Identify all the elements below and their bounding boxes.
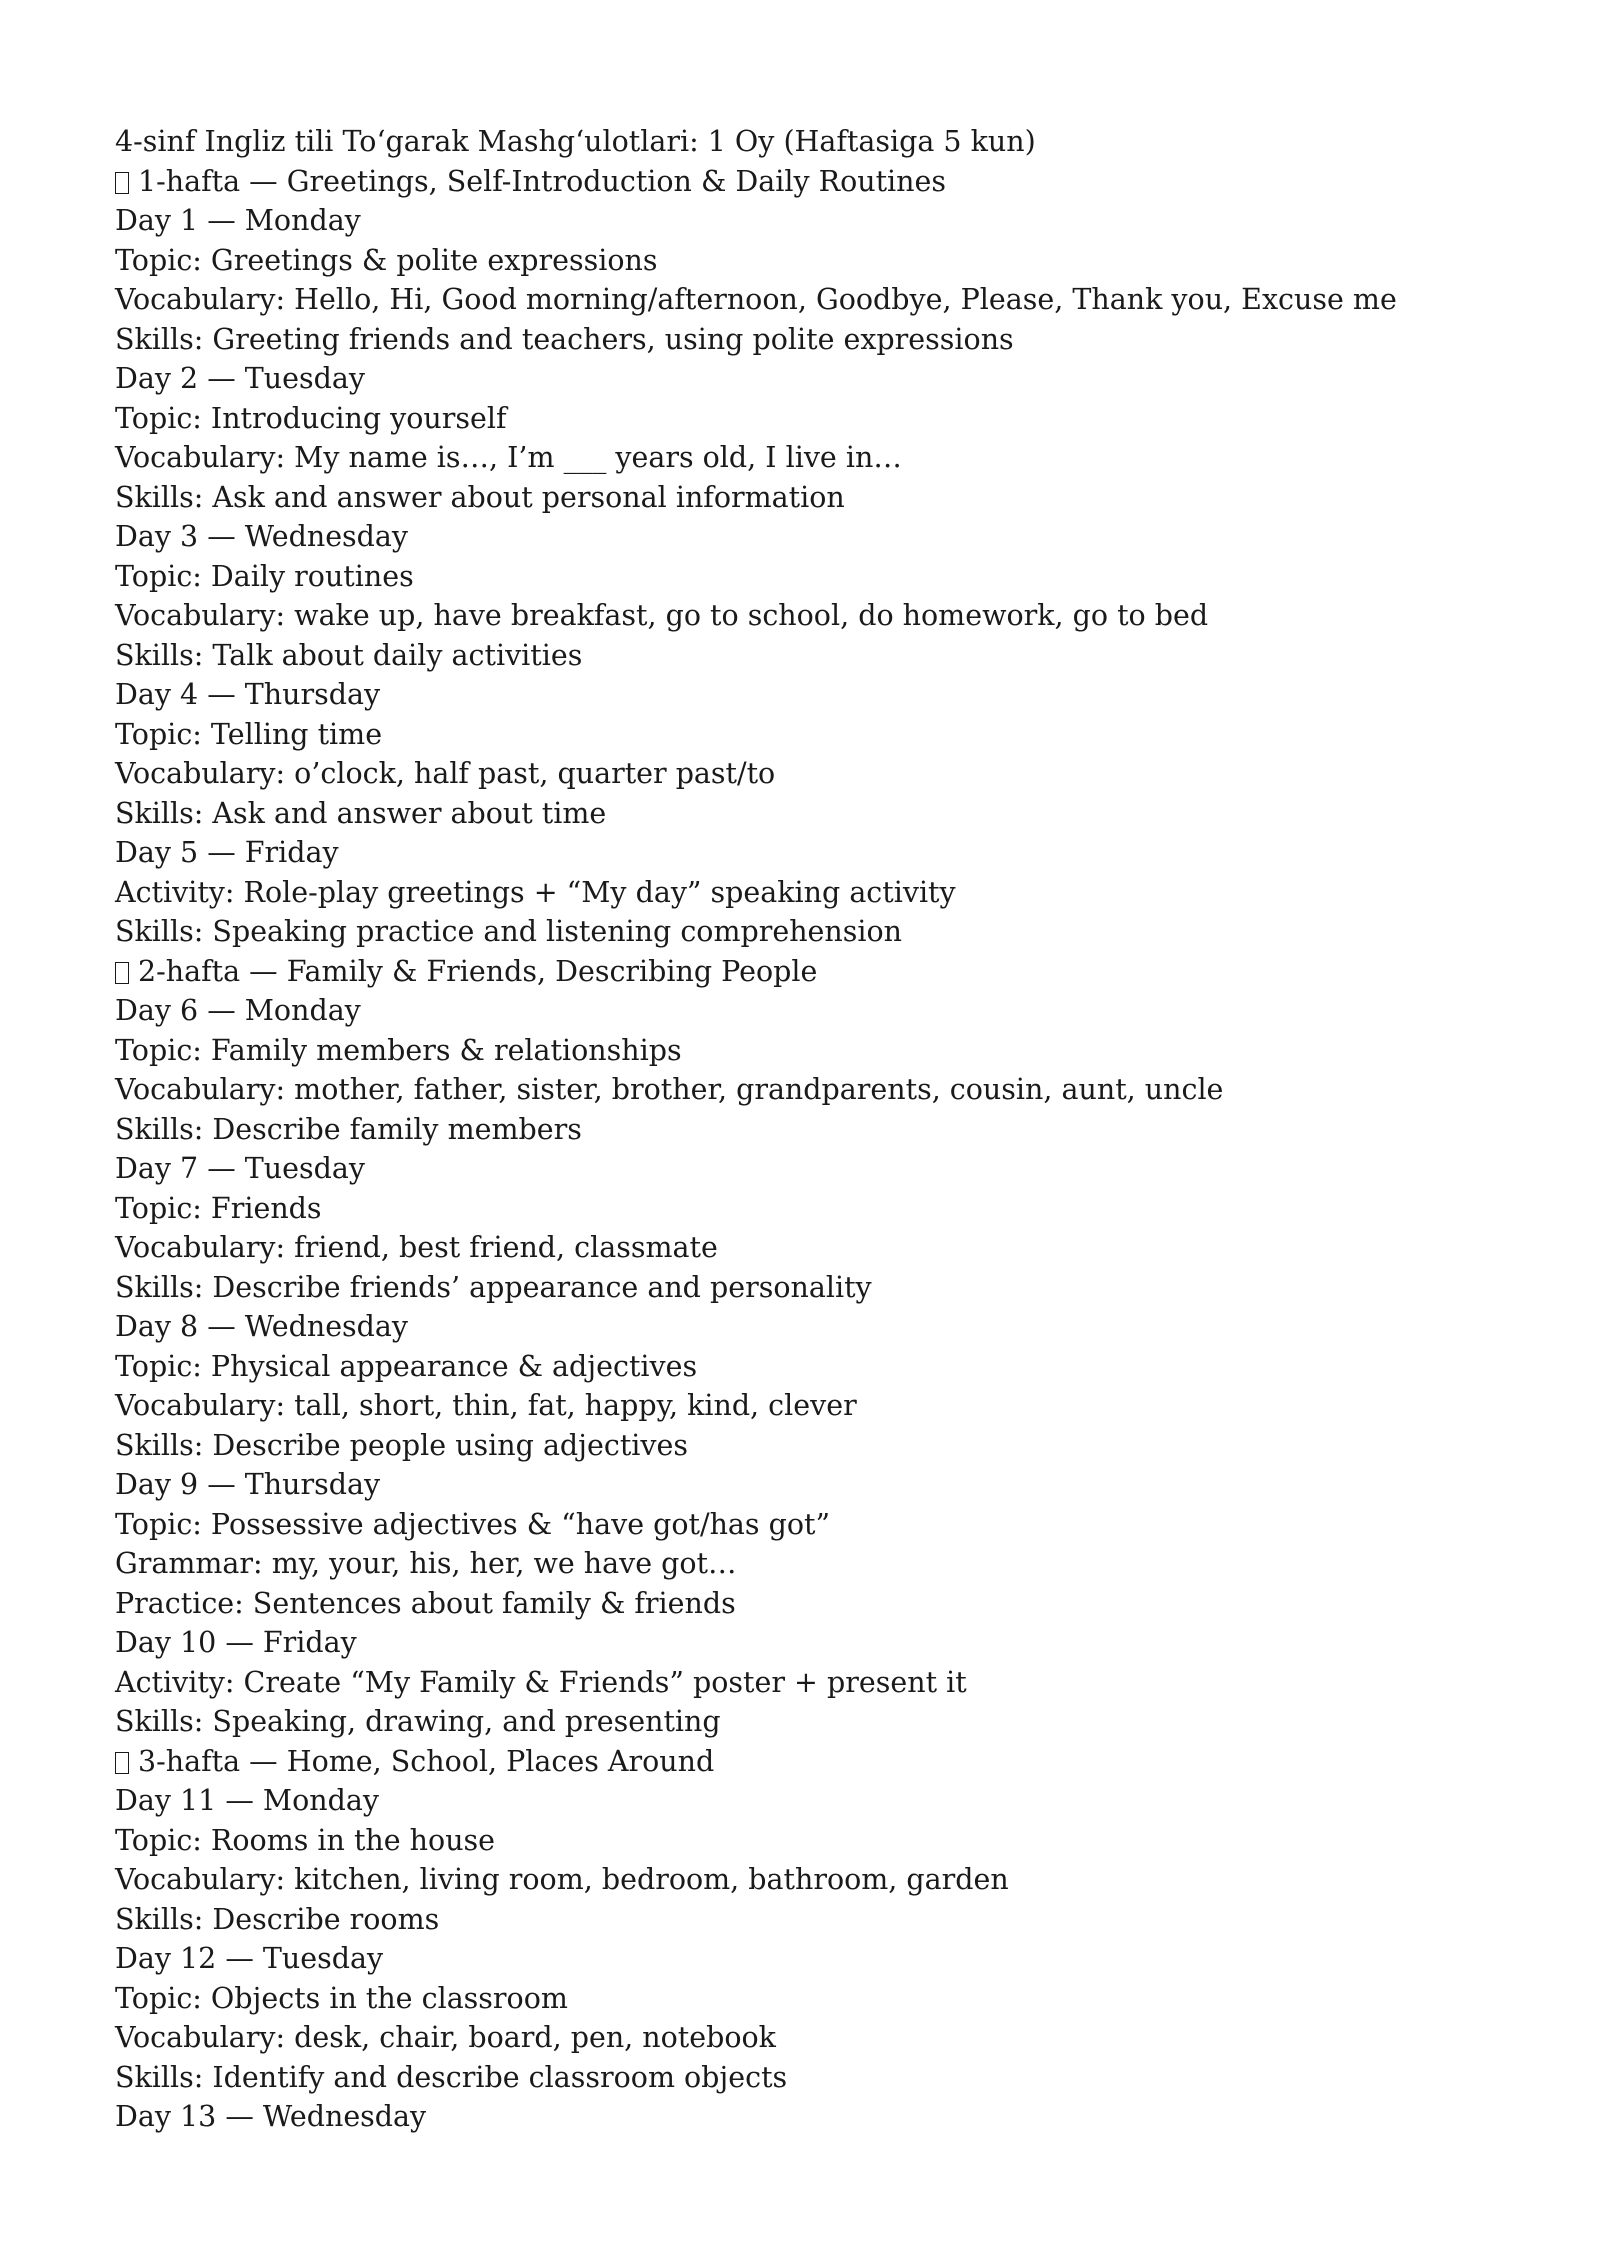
topic-line: Topic: Telling time [115,717,383,751]
skills-line: Skills: Ask and answer about time [115,796,607,830]
skills-line: Skills: Ask and answer about personal information [115,480,845,514]
vocabulary-line: Vocabulary: tall, short, thin, fat, happy, kind, clever [115,1389,857,1422]
week-heading-text: 1-hafta — Greetings, Self-Introduction & Daily Routines [138,164,947,198]
day-heading: Day 6 — Monday [115,994,361,1027]
document-title: 4-sinf Ingliz tili To‘garak Mashg‘ulotlari: 1 Oy (Haftasiga 5 kun) [115,125,1036,158]
day-heading: Day 1 — Monday [115,204,361,237]
missing-glyph-icon [115,1752,129,1774]
skills-line: Skills: Talk about daily activities [115,638,583,672]
day-heading: Day 12 — Tuesday [115,1942,384,1975]
vocabulary-line: Vocabulary: My name is…, I’m ___ years old, I live in… [115,441,902,474]
day-heading: Day 7 — Tuesday [115,1152,365,1185]
day-heading: Day 9 — Thursday [115,1468,381,1501]
practice-line: Practice: Sentences about family & friends [115,1586,736,1620]
vocabulary-line: Vocabulary: wake up, have breakfast, go to school, do homework, go to bed [115,599,1209,632]
day-heading: Day 8 — Wednesday [115,1310,409,1343]
topic-line: Topic: Objects in the classroom [115,1981,568,2015]
topic-line: Topic: Possessive adjectives & “have got/has got” [115,1507,831,1541]
vocabulary-line: Vocabulary: Hello, Hi, Good morning/afternoon, Goodbye, Please, Thank you, Excuse me [115,283,1397,316]
week-heading [115,1742,1515,1782]
skills-line: Skills: Speaking practice and listening comprehension [115,915,903,948]
missing-glyph-icon [115,962,129,984]
day-heading: Day 4 — Thursday [115,678,381,711]
grammar-line: Grammar: my, your, his, her, we have got… [115,1547,737,1580]
day-heading: Day 3 — Wednesday [115,520,409,553]
topic-line: Topic: Introducing yourself [115,401,507,435]
topic-line: Topic: Physical appearance & adjectives [115,1349,698,1383]
skills-line: Skills: Describe people using adjectives [115,1428,689,1462]
skills-line: Skills: Describe family members [115,1112,582,1146]
week-heading [115,162,1515,202]
topic-line: Topic: Friends [115,1191,322,1225]
day-heading: Day 10 — Friday [115,1626,357,1659]
vocabulary-line: Vocabulary: friend, best friend, classmate [115,1231,718,1264]
topic-line: Topic: Family members & relationships [115,1033,682,1067]
week-heading [115,952,1515,992]
topic-line: Topic: Daily routines [115,559,414,593]
skills-line: Skills: Identify and describe classroom objects [115,2060,788,2094]
vocabulary-line: Vocabulary: o’clock, half past, quarter past/to [115,757,776,790]
topic-line: Topic: Greetings & polite expressions [115,243,658,277]
activity-line: Activity: Create “My Family & Friends” poster + present it [115,1665,967,1699]
day-heading: Day 13 — Wednesday [115,2100,427,2133]
activity-line: Activity: Role-play greetings + “My day” speaking activity [115,875,956,909]
day-heading: Day 2 — Tuesday [115,362,365,395]
day-heading: Day 11 — Monday [115,1784,379,1817]
day-heading: Day 5 — Friday [115,836,339,869]
vocabulary-line: Vocabulary: desk, chair, board, pen, notebook [115,2021,776,2054]
vocabulary-line: Vocabulary: kitchen, living room, bedroom, bathroom, garden [115,1863,1009,1896]
week-heading-text: 2-hafta — Family & Friends, Describing People [138,954,818,988]
skills-line: Skills: Describe rooms [115,1902,440,1936]
skills-line: Skills: Speaking, drawing, and presenting [115,1705,721,1738]
skills-line: Skills: Describe friends’ appearance and personality [115,1270,872,1304]
skills-line: Skills: Greeting friends and teachers, using polite expressions [115,322,1014,356]
vocabulary-line: Vocabulary: mother, father, sister, brother, grandparents, cousin, aunt, uncle [115,1073,1224,1106]
document-body [115,122,1515,2137]
missing-glyph-icon [115,172,129,194]
topic-line: Topic: Rooms in the house [115,1823,496,1857]
week-heading-text: 3-hafta — Home, School, Places Around [138,1744,715,1778]
